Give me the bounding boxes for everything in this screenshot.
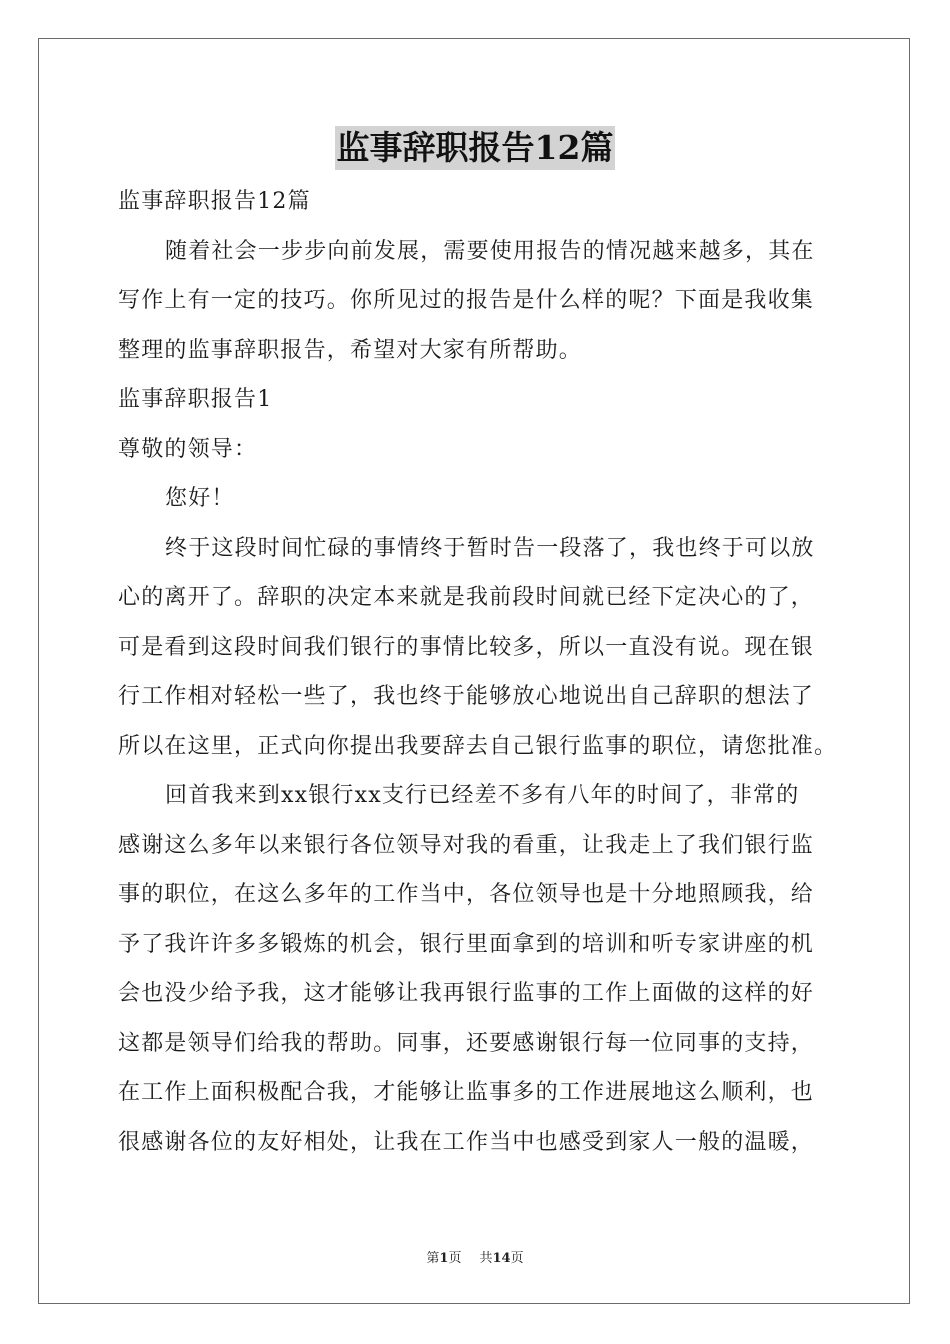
text-line: 所以在这里，正式向你提出我要辞去自己银行监事的职位，请您批准。 — [118, 733, 838, 759]
page-footer — [0, 1247, 950, 1266]
document-title: 监事辞职报告12篇 — [335, 126, 616, 170]
text-line: 整理的监事辞职报告，希望对大家有所帮助。 — [118, 337, 583, 363]
page-prefix: 第 — [426, 1251, 440, 1266]
page-suffix: 页 — [448, 1251, 462, 1266]
text-line: 予了我许许多多锻炼的机会，银行里面拿到的培训和听专家讲座的机 — [118, 931, 815, 957]
text-line: 心的离开了。辞职的决定本来就是我前段时间就已经下定决心的了， — [118, 585, 815, 610]
document-subtitle: 监事辞职报告12篇 — [118, 189, 311, 214]
text-line: 事的职位，在这么多年的工作当中，各位领导也是十分地照顾我，给 — [118, 882, 815, 907]
greeting: 您好！ — [165, 486, 235, 511]
total-page-count: 14 — [492, 1251, 511, 1266]
text-line: 这都是领导们给我的帮助。同事，还要感谢银行每一位同事的支持， — [118, 1030, 815, 1056]
text-line: 在工作上面积极配合我，才能够让监事多的工作进展地这么顺利，也 — [118, 1080, 815, 1105]
text-line: 会也没少给予我，这才能够让我再银行监事的工作上面做的这样的好 — [118, 981, 815, 1006]
text-line: 写作上有一定的技巧。你所见过的报告是什么样的呢？下面是我收集 — [118, 288, 815, 313]
total-prefix: 共 — [479, 1251, 493, 1266]
text-line: 终于这段时间忙碌的事情终于暂时告一段落了，我也终于可以放 — [165, 535, 815, 561]
text-line: 很感谢各位的友好相处，让我在工作当中也感受到家人一般的温暖， — [118, 1129, 815, 1155]
document-body — [118, 177, 848, 1167]
body-paragraph-1 — [118, 524, 848, 772]
text-line: 回首我来到xx银行xx支行已经差不多有八年的时间了，非常的 — [165, 783, 800, 808]
text-line: 行工作相对轻松一些了，我也终于能够放心地说出自己辞职的想法了 — [118, 684, 815, 709]
section-heading: 监事辞职报告1 — [118, 387, 273, 412]
salutation: 尊敬的领导： — [118, 436, 258, 462]
body-paragraph-2 — [118, 771, 848, 1167]
total-suffix: 页 — [510, 1251, 524, 1266]
intro-paragraph — [118, 227, 848, 376]
text-line: 感谢这么多年以来银行各位领导对我的看重，让我走上了我们银行监 — [118, 832, 815, 858]
title-container — [0, 126, 950, 170]
text-line: 随着社会一步步向前发展，需要使用报告的情况越来越多，其在 — [165, 238, 815, 264]
current-page-number: 1 — [439, 1251, 449, 1266]
text-line: 可是看到这段时间我们银行的事情比较多，所以一直没有说。现在银 — [118, 634, 815, 660]
